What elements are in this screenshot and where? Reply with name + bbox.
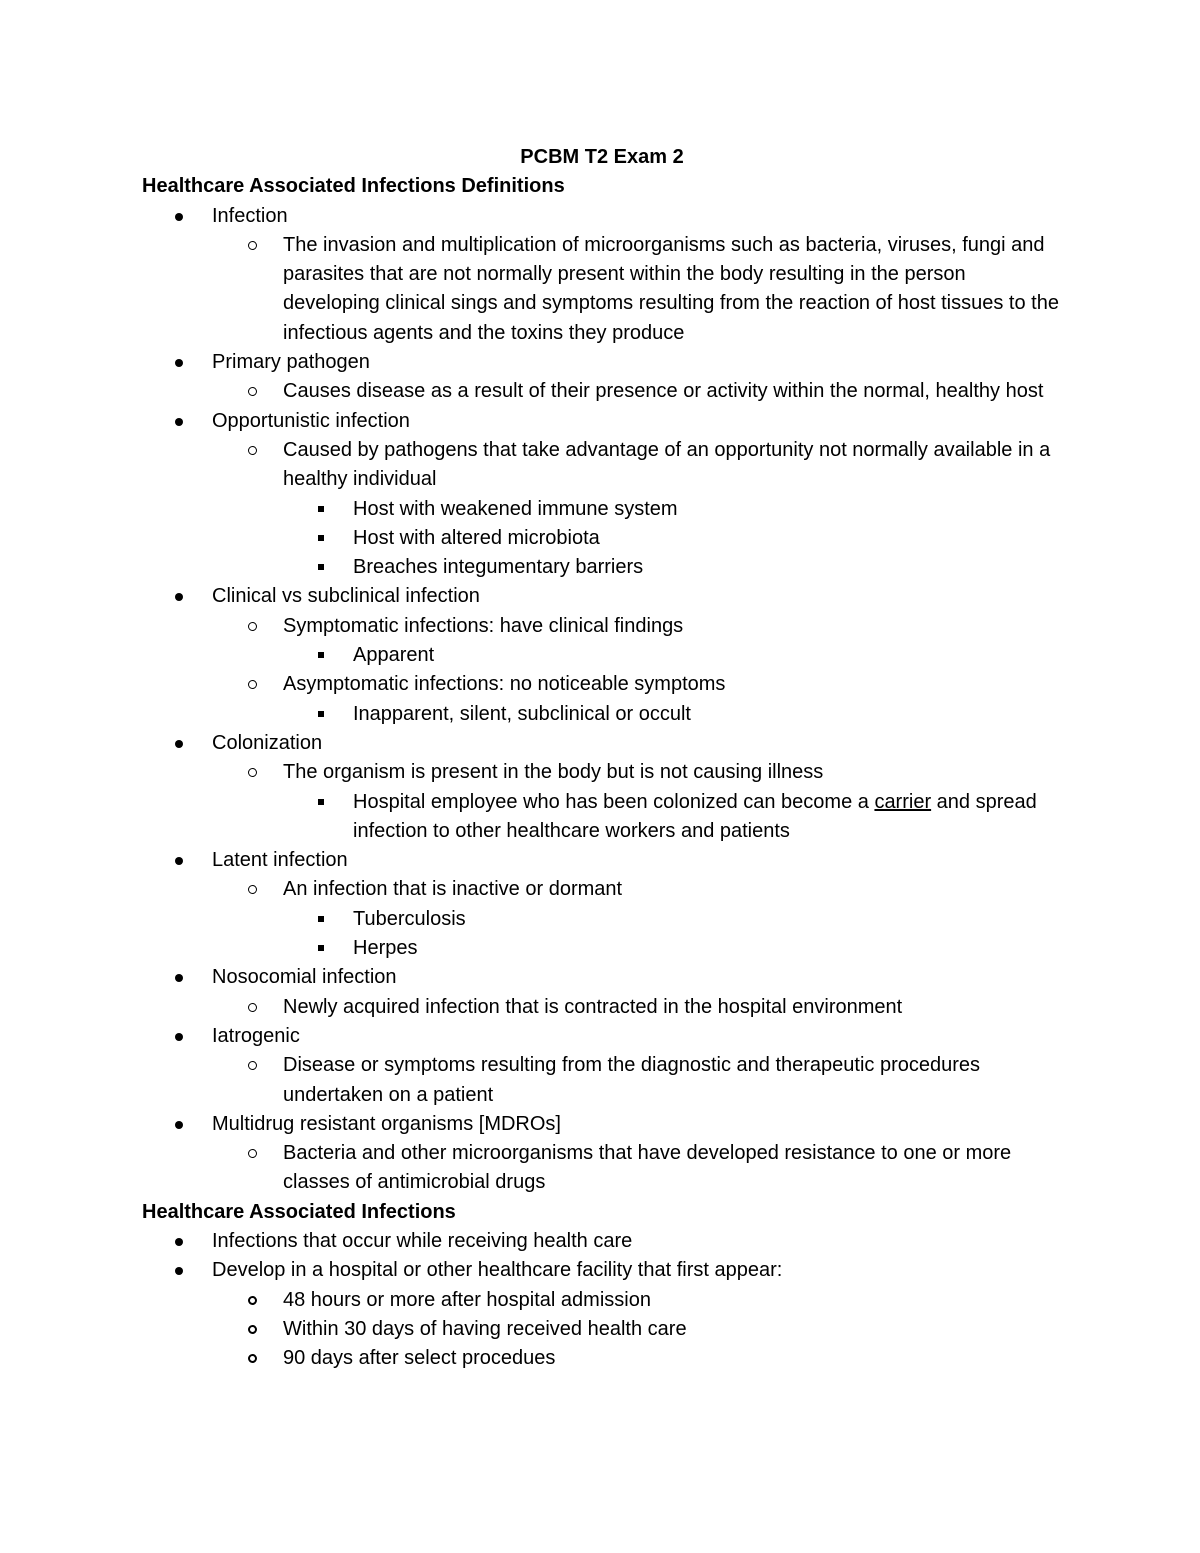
point: Infections that occur while receiving health care	[212, 1229, 633, 1252]
definition: Caused by pathogens that take advantage of an opportunity not normally available in a healthy individual	[283, 438, 1051, 491]
sub-point: Host with altered microbiota	[353, 526, 600, 549]
bullet-square-icon	[318, 799, 324, 805]
bullet-circle-icon	[248, 1354, 257, 1363]
definition: Bacteria and other microorganisms that have developed resistance to one or more classes of antimicrobial drugs	[283, 1142, 1012, 1194]
section-heading-definitions: Healthcare Associated Infections Definitions	[142, 175, 565, 198]
hai-list	[142, 1227, 1062, 1373]
list-item	[142, 670, 1062, 699]
bullet-circle-icon	[248, 1003, 257, 1012]
document-title: PCBM T2 Exam 2	[520, 146, 684, 168]
list-item	[142, 758, 1062, 787]
bullet-square-icon	[318, 945, 324, 951]
list-item	[142, 495, 1062, 524]
list-item	[142, 700, 1062, 729]
sub-point: Host with weakened immune system	[353, 497, 678, 520]
bullet-dot-icon	[175, 974, 183, 982]
point: Develop in a hospital or other healthcare facility that first appear:	[212, 1259, 783, 1282]
bullet-dot-icon	[175, 740, 183, 748]
term: Nosocomial infection	[212, 966, 397, 989]
term: Infection	[212, 204, 288, 227]
term: Latent infection	[212, 849, 348, 872]
document-content	[142, 143, 1062, 1373]
term: Multidrug resistant organisms [MDROs]	[212, 1112, 561, 1135]
bullet-circle-icon	[248, 1149, 257, 1158]
list-item	[142, 202, 1062, 231]
list-item	[142, 582, 1062, 611]
list-item	[142, 553, 1062, 582]
sub-point: Within 30 days of having received health care	[283, 1317, 687, 1340]
sub-point: Inapparent, silent, subclinical or occult	[353, 702, 691, 725]
definition: The invasion and multiplication of microorganisms such as bacteria, viruses, fungi and parasites that are not normally present within the body resulting in the person developing clinical sings and symptoms resulting from the reaction of host tissues to the infectious agents and the toxins they produce	[283, 233, 1059, 344]
bullet-circle-icon	[248, 885, 257, 894]
bullet-circle-icon	[248, 387, 257, 396]
term: Clinical vs subclinical infection	[212, 585, 480, 608]
list-item	[142, 1286, 1062, 1315]
list-item	[142, 905, 1062, 934]
list-item	[142, 846, 1062, 875]
list-item	[142, 788, 1062, 847]
list-item	[142, 524, 1062, 553]
bullet-circle-icon	[248, 1296, 257, 1305]
list-item	[142, 934, 1062, 963]
definitions-list	[142, 202, 1062, 1198]
bullet-circle-icon	[248, 622, 257, 631]
bullet-circle-icon	[248, 1325, 257, 1334]
definition: Asymptomatic infections: no noticeable symptoms	[283, 673, 726, 696]
bullet-dot-icon	[175, 857, 183, 865]
definition: An infection that is inactive or dormant	[283, 878, 623, 901]
sub-point: 48 hours or more after hospital admission	[283, 1288, 651, 1311]
sub-point: Tuberculosis	[353, 907, 466, 930]
sub-point: Herpes	[353, 937, 418, 960]
definition: Newly acquired infection that is contracted in the hospital environment	[283, 995, 903, 1018]
list-item	[142, 1227, 1062, 1256]
list-item	[142, 1139, 1062, 1198]
list-item	[142, 1315, 1062, 1344]
list-item	[142, 993, 1062, 1022]
bullet-circle-icon	[248, 1061, 257, 1070]
definition: Symptomatic infections: have clinical findings	[283, 614, 684, 637]
list-item	[142, 1344, 1062, 1373]
list-item	[142, 407, 1062, 436]
bullet-dot-icon	[175, 359, 183, 367]
list-item	[142, 729, 1062, 758]
list-item	[142, 231, 1062, 348]
bullet-dot-icon	[175, 1267, 183, 1275]
bullet-circle-icon	[248, 241, 257, 250]
bullet-circle-icon	[248, 680, 257, 689]
sub-point: Apparent	[353, 644, 435, 667]
list-item	[142, 612, 1062, 641]
bullet-dot-icon	[175, 1238, 183, 1246]
bullet-circle-icon	[248, 446, 257, 455]
list-item	[142, 348, 1062, 377]
list-item	[142, 875, 1062, 904]
list-item	[142, 1022, 1062, 1051]
bullet-square-icon	[318, 535, 324, 541]
sub-point-prefix: Hospital employee who has been colonized can become a	[353, 790, 875, 813]
list-item	[142, 436, 1062, 495]
bullet-square-icon	[318, 506, 324, 512]
bullet-square-icon	[318, 711, 324, 717]
bullet-square-icon	[318, 564, 324, 570]
section-heading-hai: Healthcare Associated Infections	[142, 1200, 456, 1223]
definition: The organism is present in the body but is not causing illness	[283, 761, 824, 784]
term: Opportunistic infection	[212, 409, 410, 432]
bullet-circle-icon	[248, 768, 257, 777]
bullet-dot-icon	[175, 593, 183, 601]
list-item	[142, 641, 1062, 670]
definition: Causes disease as a result of their presence or activity within the normal, healthy host	[283, 380, 1044, 403]
bullet-dot-icon	[175, 418, 183, 426]
list-item	[142, 963, 1062, 992]
bullet-dot-icon	[175, 1121, 183, 1129]
term: Colonization	[212, 731, 323, 754]
list-item	[142, 377, 1062, 406]
term: Primary pathogen	[212, 351, 370, 374]
bullet-square-icon	[318, 652, 324, 658]
sub-point-suffix: and spread infection to other healthcare workers and patients	[353, 790, 1037, 842]
term: Iatrogenic	[212, 1024, 300, 1047]
bullet-dot-icon	[175, 1033, 183, 1041]
definition: Disease or symptoms resulting from the diagnostic and therapeutic procedures undertaken on a patient	[283, 1054, 981, 1106]
list-item	[142, 1256, 1062, 1285]
carrier-underlined-term: carrier	[874, 790, 932, 813]
list-item	[142, 1110, 1062, 1139]
sub-point: Breaches integumentary barriers	[353, 556, 644, 579]
bullet-square-icon	[318, 916, 324, 922]
list-item	[142, 1051, 1062, 1110]
sub-point: 90 days after select procedues	[283, 1347, 556, 1370]
bullet-dot-icon	[175, 213, 183, 221]
